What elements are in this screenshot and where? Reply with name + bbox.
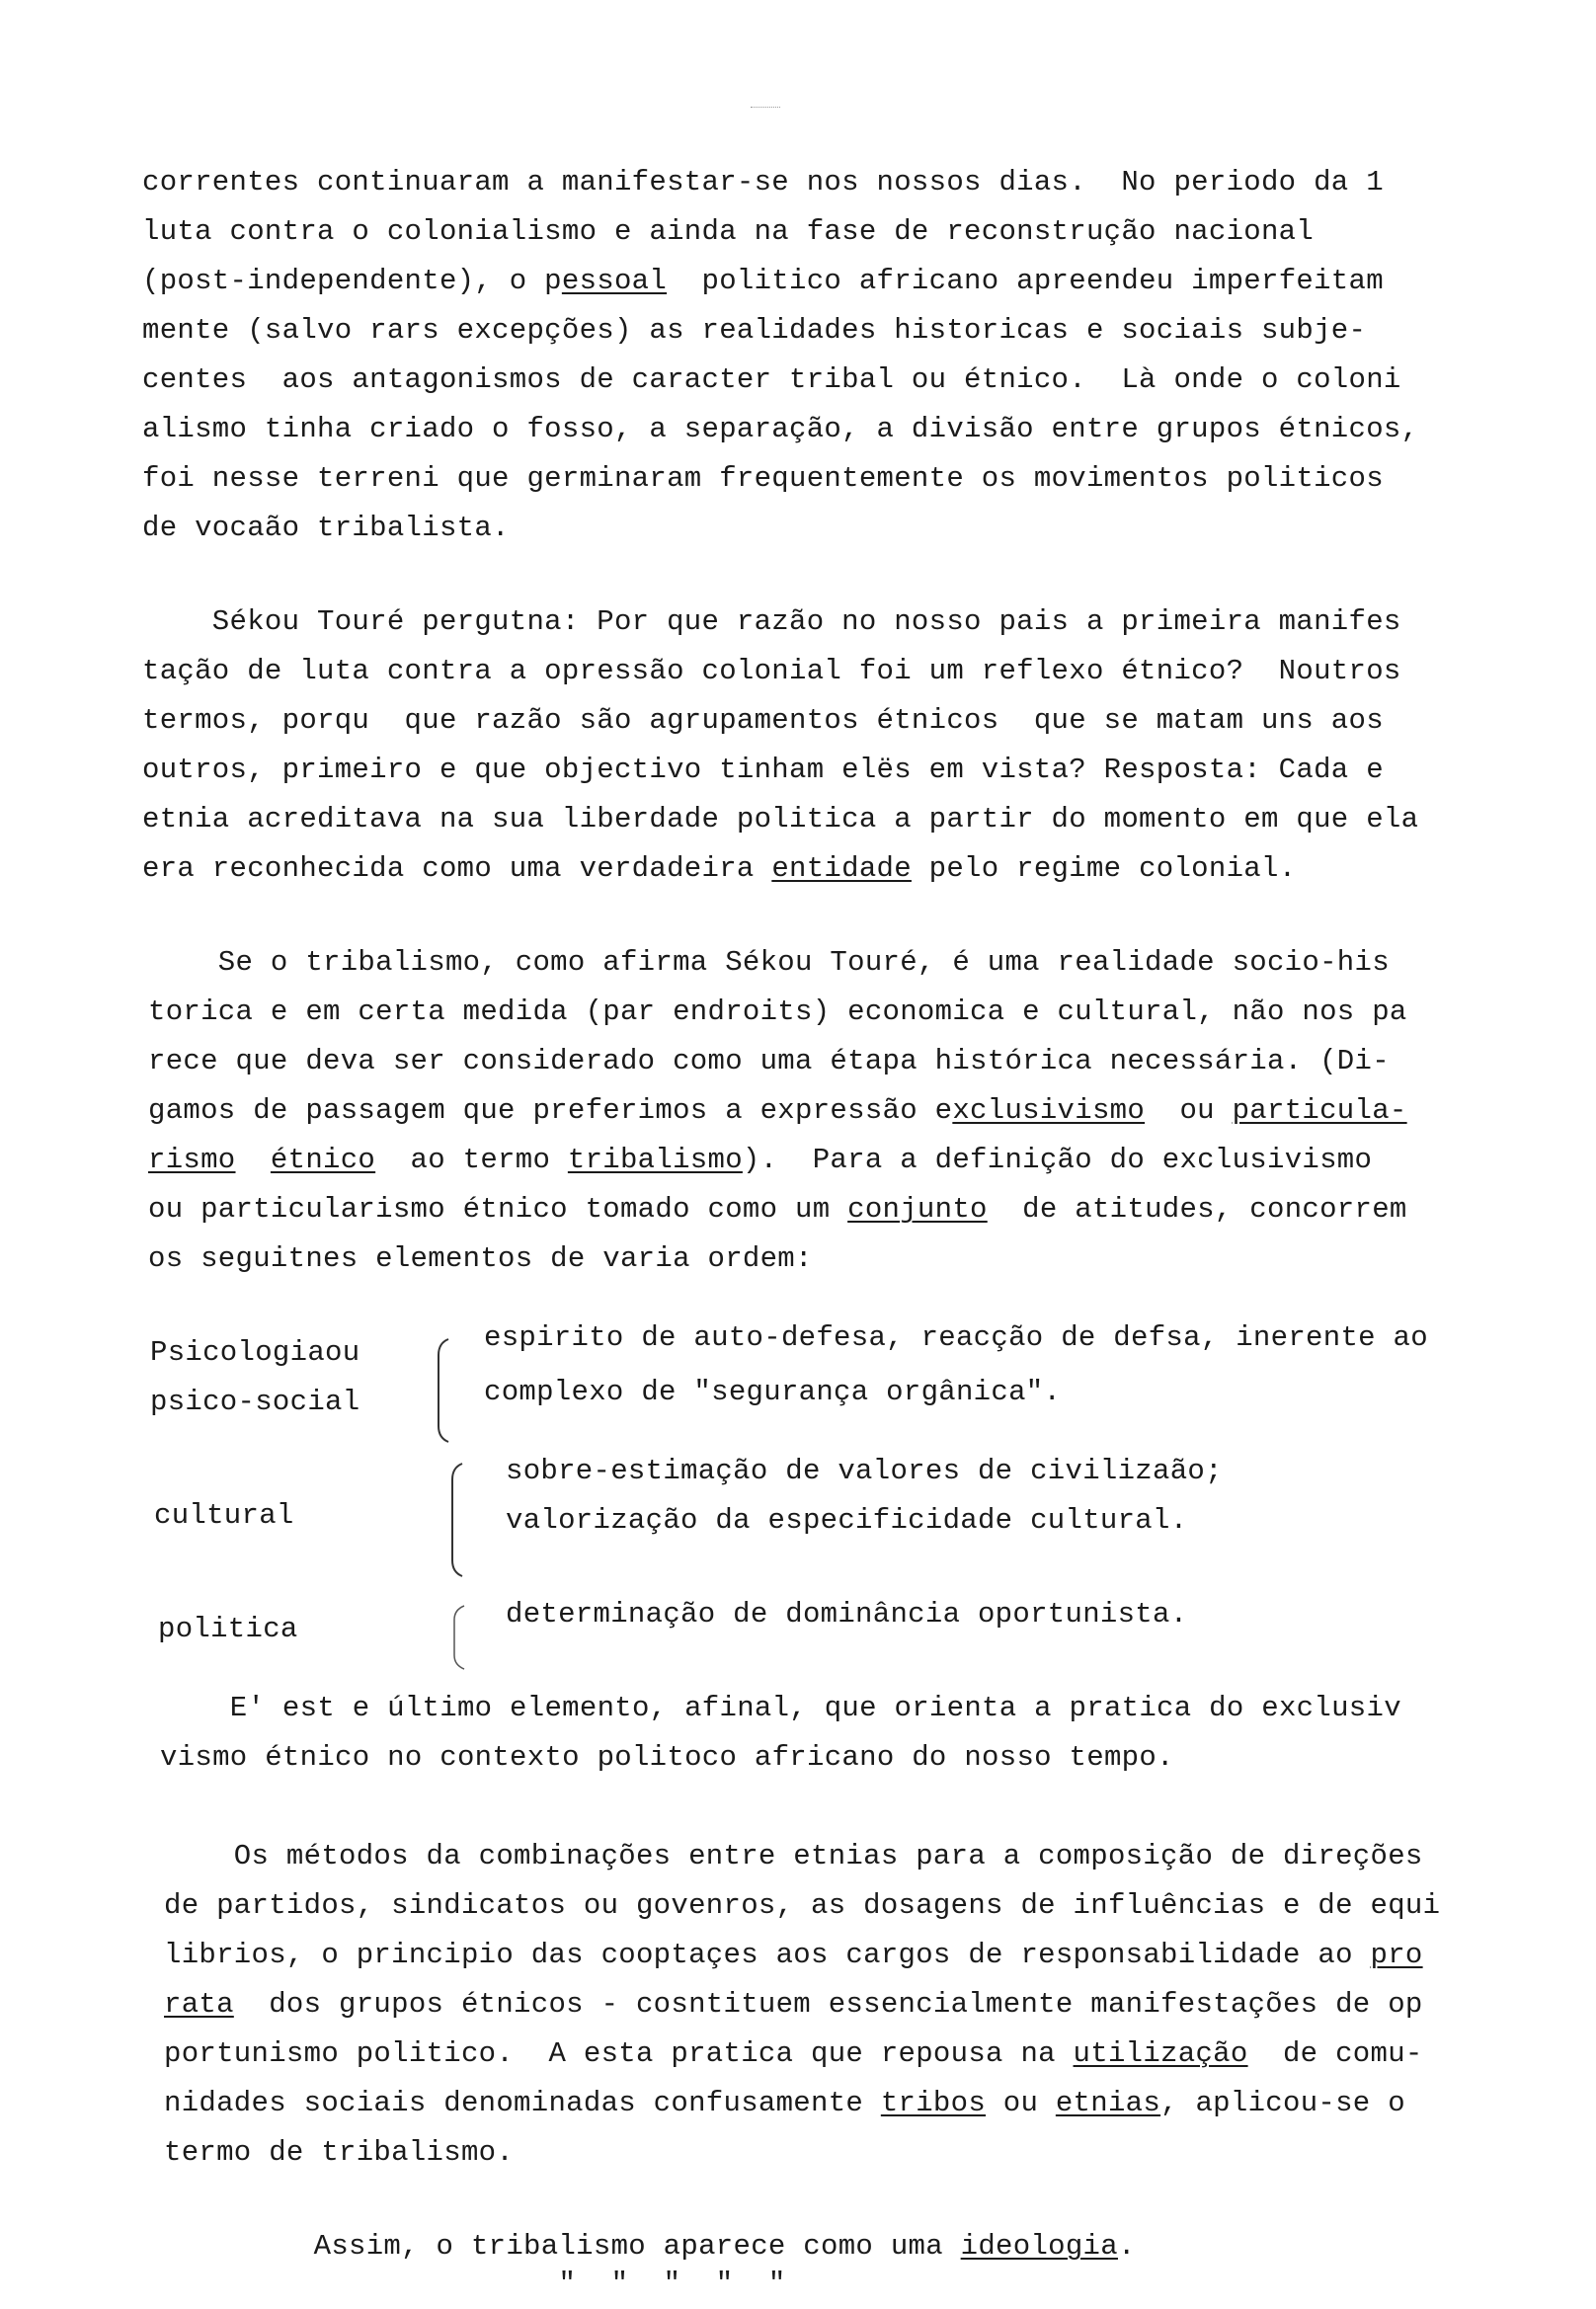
text-line: gamos de passagem que preferimos a expressão exclusivismo ou particula- xyxy=(148,1094,1407,1127)
text-line: portunismo politico. A esta pratica que repousa na utilização de comu- xyxy=(164,2037,1423,2070)
text-line: Sékou Touré pergutna: Por que razão no nosso pais a primeira manifes xyxy=(142,605,1401,638)
list-text: determinação de dominância oportunista. xyxy=(506,1598,1188,1631)
brace-icon xyxy=(431,1335,454,1446)
text-line: E' est e último elemento, afinal, que orienta a pratica do exclusiv xyxy=(160,1692,1401,1724)
text-line: correntes continuaram a manifestar-se nos nossos dias. No periodo da 1 xyxy=(142,166,1384,199)
text-line: de partidos, sindicatos ou govenros, as dosagens de influências e de equi xyxy=(164,1889,1441,1922)
text-line: outros, primeiro e que objectivo tinham elës em vista? Resposta: Cada e xyxy=(142,754,1384,786)
text-line: etnia acreditava na sua liberdade politica a partir do momento em que ela xyxy=(142,803,1419,836)
underlined-word: étnico xyxy=(270,1144,376,1176)
text-line: foi nesse terreni que germinaram frequentemente os movimentos politicos xyxy=(142,462,1384,495)
text-line: centes aos antagonismos de caracter tribal ou étnico. Là onde o coloni xyxy=(142,363,1401,396)
underlined-word: ideologia xyxy=(960,2230,1118,2263)
text-line: nidades sociais denominadas confusamente tribos ou etnias, aplicou-se o xyxy=(164,2087,1405,2119)
text-line: termos, porqu que razão são agrupamentos étnicos que se matam uns aos xyxy=(142,704,1384,737)
underlined-word: rata xyxy=(164,1988,234,2021)
text-line: Se o tribalismo, como afirma Sékou Touré, é uma realidade socio-his xyxy=(148,946,1390,979)
list-label: politica xyxy=(158,1613,298,1645)
underlined-word: conjunto xyxy=(847,1193,988,1226)
text-line: vismo étnico no contexto politoco africano do nosso tempo. xyxy=(160,1741,1174,1774)
text-line: (post-independente), o pessoal politico africano apreendeu imperfeitam xyxy=(142,265,1384,297)
text-line: rece que deva ser considerado como uma étapa histórica necessária. (Di- xyxy=(148,1045,1390,1077)
underlined-word: etnias xyxy=(1055,2087,1161,2119)
list-label: Psicologiaou xyxy=(150,1336,360,1369)
list-text: espirito de auto-defesa, reacção de defsa, inerente ao xyxy=(484,1321,1428,1354)
underlined-word: rismo xyxy=(148,1144,236,1176)
text-line: Os métodos da combinações entre etnias para a composição de direções xyxy=(164,1840,1423,1872)
text-line: os seguitnes elementos de varia ordem: xyxy=(148,1242,813,1275)
page-mark xyxy=(751,107,780,111)
underlined-word: pro xyxy=(1370,1939,1423,1971)
underlined-word: xclusivismo xyxy=(952,1094,1146,1127)
text-line: luta contra o colonialismo e ainda na fase de reconstrução nacional xyxy=(142,215,1315,248)
text-line: alismo tinha criado o fosso, a separação, a divisão entre grupos étnicos, xyxy=(142,413,1419,445)
text-line: torica e em certa medida (par endroits) economica e cultural, não nos pa xyxy=(148,995,1407,1028)
text-line: rismo étnico ao termo tribalismo). Para a definição do exclusivismo xyxy=(148,1144,1373,1176)
text-line: era reconhecida como uma verdadeira entidade pelo regime colonial. xyxy=(142,852,1297,885)
text-line: mente (salvo rars excepções) as realidades historicas e sociais subje- xyxy=(142,314,1367,347)
text-line: termo de tribalismo. xyxy=(164,2136,515,2169)
underlined-word: tribos xyxy=(880,2087,987,2119)
underlined-word: essoal xyxy=(561,265,668,297)
text-line: rata dos grupos étnicos - cosntituem essencialmente manifestações de op xyxy=(164,1988,1423,2021)
underlined-word: utilização xyxy=(1073,2037,1248,2070)
text-line: tação de luta contra a opressão colonial foi um reflexo étnico? Noutros xyxy=(142,655,1401,687)
underlined-word: particula- xyxy=(1232,1094,1407,1127)
list-text: sobre-estimação de valores de civilizaão; xyxy=(506,1455,1223,1487)
brace-icon xyxy=(444,1460,468,1580)
text-line: ou particularismo étnico tomado como um conjunto de atitudes, concorrem xyxy=(148,1193,1407,1226)
list-text: complexo de "segurança orgânica". xyxy=(484,1376,1062,1408)
brace-icon xyxy=(446,1602,470,1673)
ditto-marks: " " " " " xyxy=(174,2268,786,2300)
text-line: de vocaão tribalista. xyxy=(142,512,510,544)
list-label: psico-social xyxy=(150,1386,360,1418)
text-line: librios, o principio das cooptaçes aos cargos de responsabilidade ao pro xyxy=(164,1939,1423,1971)
text-line: Assim, o tribalismo aparece como uma ideologia. xyxy=(174,2230,1136,2263)
list-text: valorização da especificidade cultural. xyxy=(506,1504,1188,1537)
list-label: cultural xyxy=(154,1499,294,1532)
underlined-word: entidade xyxy=(771,852,912,885)
underlined-word: tribalismo xyxy=(567,1144,743,1176)
